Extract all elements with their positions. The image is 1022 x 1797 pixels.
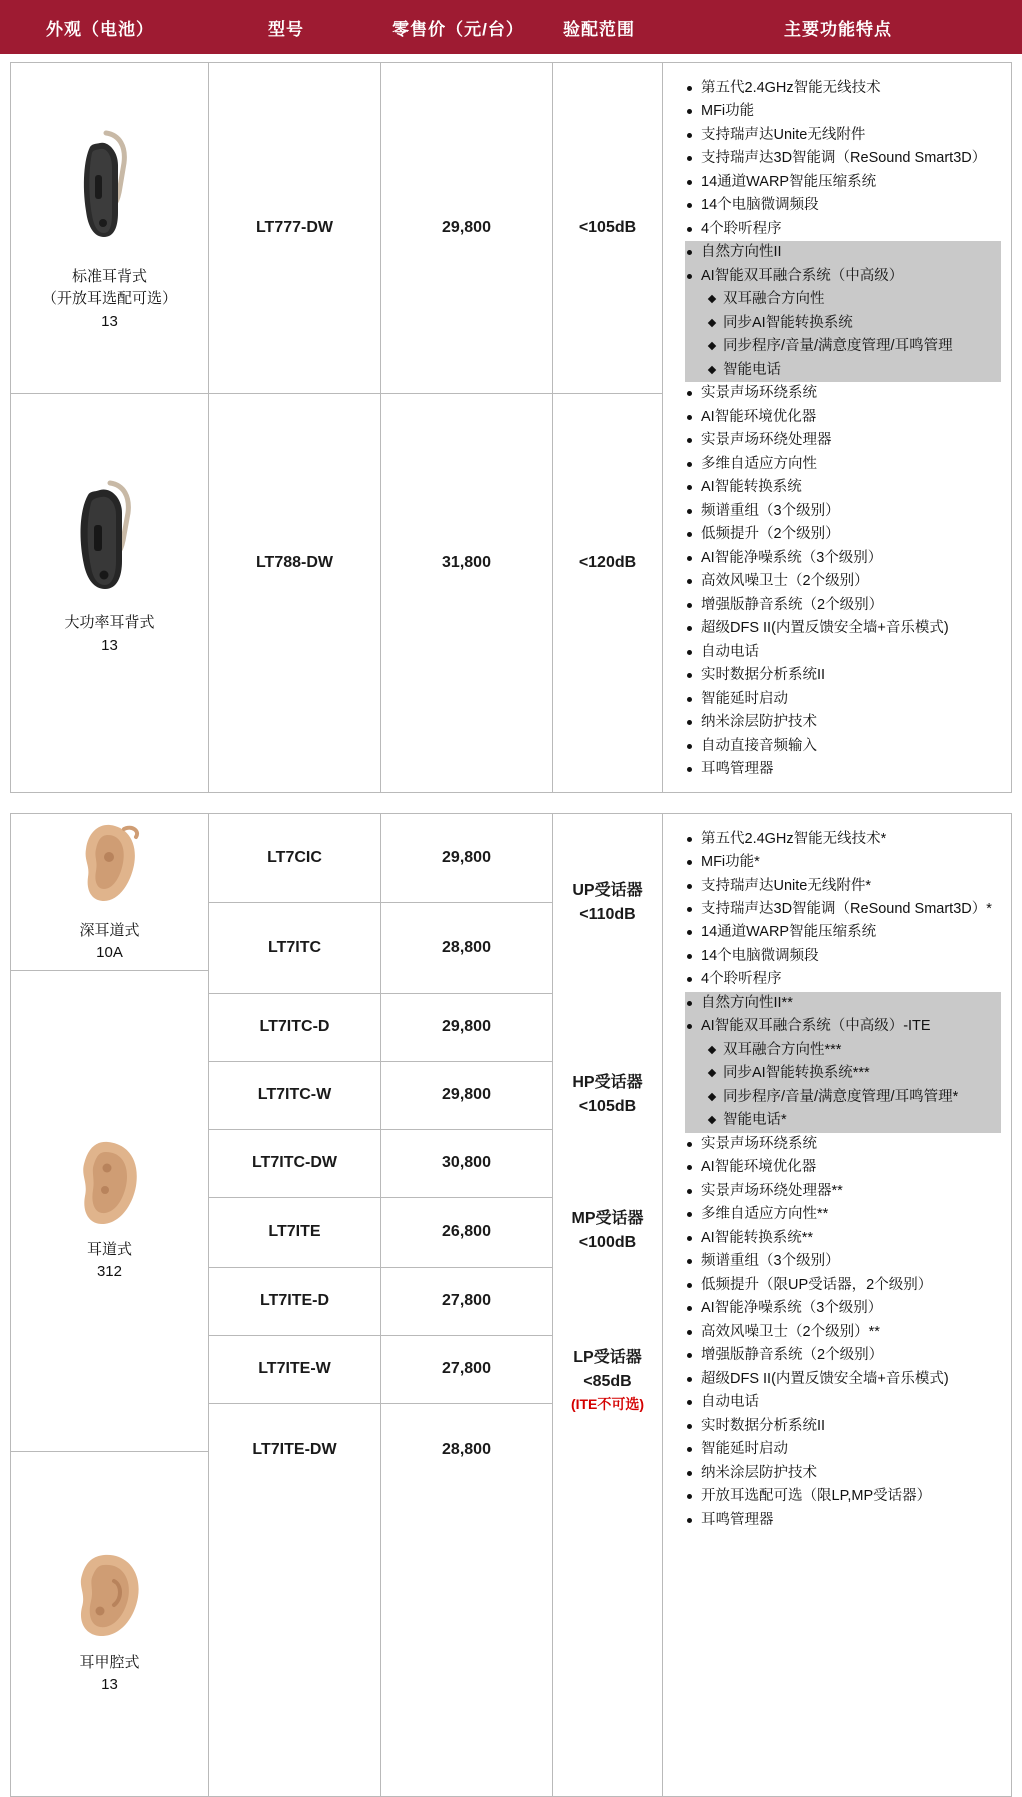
ite-table-block	[10, 813, 1012, 1797]
feature-item: 增强版静音系统（2个级别）	[685, 594, 1001, 617]
price-cell: 27,800	[381, 1335, 552, 1403]
header-model: 型号	[268, 19, 304, 39]
model-cell: LT788-DW	[209, 393, 380, 732]
range-title: LP受话器	[573, 1348, 642, 1366]
feature-item: 支持瑞声达3D智能调（ReSound Smart3D）*	[685, 898, 1001, 921]
feature-item: 耳鸣管理器	[685, 1509, 1001, 1532]
feature-item: 实景声场环绕系统	[685, 382, 1001, 405]
model-column	[209, 63, 381, 792]
model-cell: LT7CIC	[267, 848, 322, 866]
feature-subitem: 同步程序/音量/满意度管理/耳鸣管理	[685, 335, 1001, 358]
features-highlight-list	[685, 992, 1001, 1133]
appearance-name: 耳道式	[86, 1240, 132, 1258]
features-column	[663, 814, 1011, 1796]
appearance-column	[11, 63, 209, 792]
appearance-name: 标准耳背式	[71, 267, 147, 285]
appearance-name: 大功率耳背式	[64, 614, 155, 631]
range-cell: <120dB	[553, 393, 662, 732]
feature-item: 智能延时启动	[685, 688, 1001, 711]
feature-item: 超级DFS II(内置反馈安全墙+音乐模式)	[685, 1368, 1001, 1391]
feature-item: 实时数据分析系统II	[685, 1415, 1001, 1438]
range-cell-lp	[553, 1265, 662, 1496]
feature-item: AI智能双耳融合系统（中高级）-ITE	[685, 1015, 1001, 1038]
feature-item: 低频提升（限UP受话器，2个级别）	[685, 1274, 1001, 1297]
table-header	[0, 0, 1022, 54]
feature-item: 开放耳选配可选（限LP,MP受话器）	[685, 1485, 1001, 1508]
model-cell: LT7ITE-DW	[209, 1403, 380, 1496]
range-column	[553, 63, 663, 792]
feature-item: 自动电话	[685, 641, 1001, 664]
feature-item: 14通道WARP智能压缩系统	[685, 171, 1001, 194]
feature-item: 多维自适应方向性**	[685, 1203, 1001, 1226]
header-features: 主要功能特点	[784, 19, 892, 39]
feature-item: AI智能转换系统	[685, 476, 1001, 499]
feature-item: 纳米涂层防护技术	[685, 711, 1001, 734]
feature-item: AI智能双耳融合系统（中高级）	[685, 265, 1001, 288]
header-price: 零售价（元/台）	[392, 19, 524, 39]
feature-subitem: 智能电话*	[685, 1109, 1001, 1132]
battery-size: 13	[101, 636, 118, 654]
feature-item: 实景声场环绕系统	[685, 1133, 1001, 1156]
feature-item: 低频提升（2个级别）	[685, 523, 1001, 546]
model-cell: LT777-DW	[255, 219, 334, 236]
battery-size: 13	[101, 312, 118, 330]
range-cell-hp	[553, 993, 662, 1197]
price-cell: 27,800	[381, 1267, 552, 1335]
feature-item: 14通道WARP智能压缩系统	[685, 921, 1001, 944]
appearance-label	[79, 920, 139, 965]
feature-item: 自然方向性II**	[685, 992, 1001, 1015]
appearance-label	[42, 266, 177, 334]
model-cell: LT7ITE	[209, 1197, 380, 1267]
feature-subitem: 双耳融合方向性***	[685, 1039, 1001, 1062]
feature-item: 实景声场环绕处理器**	[685, 1180, 1001, 1203]
range-column	[553, 814, 663, 1796]
battery-size: 10A	[96, 944, 123, 962]
feature-item: 支持瑞声达Unite无线附件*	[685, 875, 1001, 898]
model-column	[209, 814, 381, 1796]
feature-item: 纳米涂层防护技术	[685, 1462, 1001, 1485]
feature-item: 14个电脑微调频段	[685, 194, 1001, 217]
feature-subitem: 同步AI智能转换系统***	[685, 1062, 1001, 1085]
appearance-name: 深耳道式	[79, 921, 140, 939]
price-cell: 30,800	[381, 1129, 552, 1197]
power-bte-hearing-aid-icon	[62, 469, 158, 606]
price-cell: 31,800	[381, 393, 552, 732]
range-cell: <105dB	[578, 219, 637, 236]
price-cell: 29,800	[381, 1061, 552, 1129]
feature-item: 频谱重组（3个级别）	[685, 1250, 1001, 1273]
cic-hearing-aid-icon	[64, 819, 156, 914]
range-note: (ITE不可选)	[570, 1395, 645, 1412]
range-title: UP受话器	[572, 882, 643, 900]
appearance-cell-power-bte	[11, 393, 208, 732]
appearance-label	[87, 1239, 132, 1284]
range-cell-mp	[553, 1197, 662, 1265]
appearance-name: 耳甲腔式	[79, 1653, 140, 1671]
feature-item: AI智能转换系统**	[685, 1227, 1001, 1250]
range-value: <105dB	[578, 1097, 637, 1115]
battery-size: 13	[101, 1676, 118, 1694]
bte-hearing-aid-icon	[62, 123, 158, 260]
range-title: HP受话器	[572, 1073, 643, 1091]
features-column	[663, 63, 1011, 792]
price-column	[381, 814, 553, 1796]
price-column	[381, 63, 553, 792]
feature-subitem: 智能电话	[685, 359, 1001, 382]
itc-hearing-aid-icon	[64, 1138, 156, 1233]
model-cell: LT7ITC-DW	[209, 1129, 380, 1197]
model-cell: LT7ITE-D	[209, 1267, 380, 1335]
feature-item: 耳鸣管理器	[685, 758, 1001, 781]
features-top-list	[685, 828, 1001, 992]
feature-subitem: 双耳融合方向性	[685, 288, 1001, 311]
feature-subitem: 同步程序/音量/满意度管理/耳鸣管理*	[685, 1086, 1001, 1109]
features-highlight-list	[685, 241, 1001, 382]
feature-item: 4个聆听程序	[685, 968, 1001, 991]
price-cell: 28,800	[381, 1403, 552, 1496]
feature-item: 超级DFS II(内置反馈安全墙+音乐模式)	[685, 617, 1001, 640]
header-appearance: 外观（电池）	[46, 19, 154, 39]
appearance-label	[64, 612, 154, 657]
feature-item: 支持瑞声达Unite无线附件	[685, 124, 1001, 147]
model-cell: LT7ITC-W	[209, 1061, 380, 1129]
price-cell: 29,800	[442, 848, 491, 866]
features-bottom-list	[685, 382, 1001, 781]
feature-item: 自动电话	[685, 1391, 1001, 1414]
feature-item: MFi功能*	[685, 851, 1001, 874]
feature-item: 智能延时启动	[685, 1438, 1001, 1461]
feature-item: 支持瑞声达3D智能调（ReSound Smart3D）	[685, 147, 1001, 170]
model-cell: LT7ITE-W	[209, 1335, 380, 1403]
feature-item: 高效风噪卫士（2个级别）**	[685, 1321, 1001, 1344]
feature-item: AI智能净噪系统（3个级别）	[685, 547, 1001, 570]
feature-item: AI智能环境优化器	[685, 1156, 1001, 1179]
battery-size: 312	[96, 1263, 122, 1281]
feature-item: 14个电脑微调频段	[685, 945, 1001, 968]
features-top-list	[685, 77, 1001, 241]
range-value: <110dB	[579, 906, 636, 924]
appearance-cell-standard-bte	[11, 63, 208, 393]
feature-item: 多维自适应方向性	[685, 453, 1001, 476]
feature-subitem: 同步AI智能转换系统	[685, 312, 1001, 335]
range-cell-up	[553, 814, 662, 993]
price-cell: 28,800	[381, 902, 552, 993]
appearance-cell-cic	[11, 814, 208, 970]
feature-item: MFi功能	[685, 100, 1001, 123]
range-title: MP受话器	[571, 1209, 644, 1227]
range-value: <100dB	[578, 1233, 637, 1251]
feature-item: 第五代2.4GHz智能无线技术	[685, 77, 1001, 100]
model-cell: LT7ITC-D	[209, 993, 380, 1061]
price-cell: 29,800	[442, 219, 491, 236]
model-cell: LT7ITC	[209, 902, 380, 993]
feature-item: 实景声场环绕处理器	[685, 429, 1001, 452]
feature-item: AI智能净噪系统（3个级别）	[685, 1297, 1001, 1320]
appearance-cell-itc	[11, 970, 208, 1451]
appearance-cell-ite	[11, 1451, 208, 1796]
appearance-label	[79, 1652, 139, 1697]
feature-item: AI智能环境优化器	[685, 406, 1001, 429]
header-range: 验配范围	[563, 19, 635, 39]
feature-item: 自动直接音频输入	[685, 735, 1001, 758]
feature-item: 频谱重组（3个级别）	[685, 500, 1001, 523]
ite-hearing-aid-icon	[64, 1551, 156, 1646]
bte-table-block	[10, 62, 1012, 793]
price-cell: 26,800	[381, 1197, 552, 1267]
feature-item: 第五代2.4GHz智能无线技术*	[685, 828, 1001, 851]
appearance-column	[11, 814, 209, 1796]
appearance-sub: （开放耳选配可选）	[41, 290, 177, 308]
price-cell: 29,800	[381, 993, 552, 1061]
feature-item: 高效风噪卫士（2个级别）	[685, 570, 1001, 593]
range-value: <85dB	[583, 1372, 632, 1390]
feature-item: 实时数据分析系统II	[685, 664, 1001, 687]
feature-item: 自然方向性II	[685, 241, 1001, 264]
features-bottom-list	[685, 1133, 1001, 1532]
feature-item: 4个聆听程序	[685, 218, 1001, 241]
feature-item: 增强版静音系统（2个级别）	[685, 1344, 1001, 1367]
